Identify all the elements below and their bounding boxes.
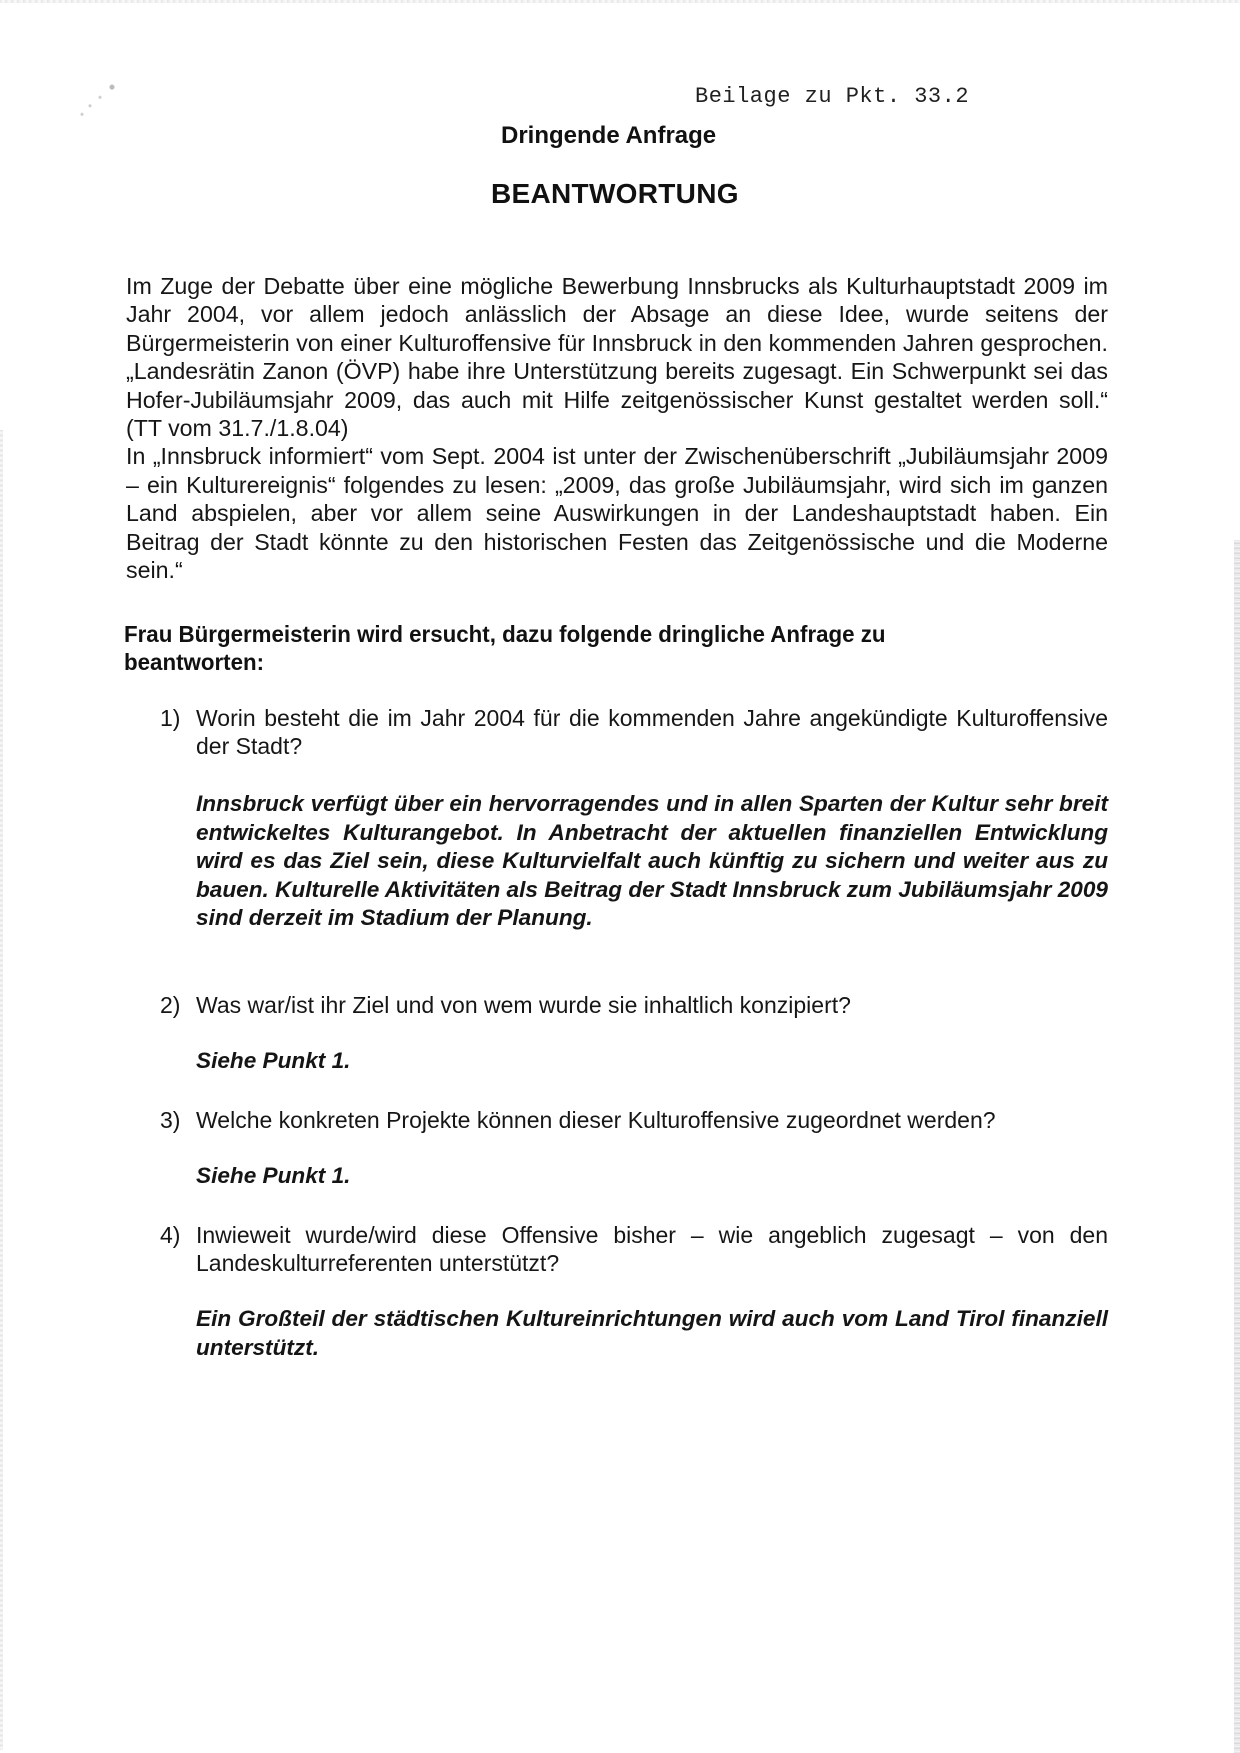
- answer-2: Siehe Punkt 1.: [196, 1048, 351, 1073]
- answer-4: Ein Großteil der städtischen Kultureinrichtungen wird auch vom Land Tirol finanziell unterstützt.: [196, 1306, 1108, 1360]
- scan-edge-top: [0, 0, 1240, 3]
- intro-paragraph-1: Im Zuge der Debatte über eine mögliche Bewerbung Innsbrucks als Kulturhauptstadt 2009 im Jahr 2004, vor allem jedoch anlässlich der Absage an diese Idee, wurde seitens der Bürgermeisterin von einer Kulturoffensive für Innsbruck in den kommenden Jahren gesprochen. „Landesrätin Zanon (ÖVP) habe ihre Unterstützung bereits zugesagt. Ein Schwerpunkt sei das Hofer-Jubiläumsjahr 2009, das auch mit Hilfe zeitgenössischer Kunst gestaltet werden soll.“ (TT vom 31.7./1.8.04): [126, 273, 1108, 442]
- question-number: 4): [160, 1222, 181, 1248]
- intro-paragraph-2: In „Innsbruck informiert“ vom Sept. 2004 ist unter der Zwischenüberschrift „Jubiläumsjahr 2009 – ein Kulturereignis“ folgendes zu lesen: „2009, das große Jubiläumsjahr, wird sich im ganzen Land abspielen, aber vor allem seine Auswirkungen in der Landeshauptstadt haben. Ein Beitrag der Stadt könnte zu den historischen Festen das Zeitgenössische und die Moderne sein.“: [126, 443, 1108, 584]
- answer-1: Innsbruck verfügt über ein hervorragendes und in allen Sparten der Kultur sehr breit entwickeltes Kulturangebot. In Anbetracht der aktuellen finanziellen Entwicklung wird es das Ziel sein, diese Kulturvielfalt auch künftig zu sichern und weiter aus zu bauen. Kulturelle Aktivitäten als Beitrag der Stadt Innsbruck zum Jubiläumsjahr 2009 sind derzeit im Stadium der Planung.: [196, 791, 1108, 930]
- intro-section: [126, 272, 1108, 584]
- question-1: [160, 704, 1108, 760]
- scan-edge-right: [1234, 540, 1240, 1753]
- question-2: [160, 991, 1108, 1019]
- question-number: 3): [160, 1107, 181, 1133]
- document-subtitle: Dringende Anfrage: [501, 122, 717, 149]
- answer-3: Siehe Punkt 1.: [196, 1163, 351, 1188]
- qa-item-3: [160, 1106, 1108, 1191]
- question-text: Was war/ist ihr Ziel und von wem wurde sie inhaltlich konzipiert?: [196, 992, 851, 1018]
- request-heading: Frau Bürgermeisterin wird ersucht, dazu folgende dringliche Anfrage zu beantworten:: [124, 621, 886, 675]
- qa-item-2: [160, 991, 1108, 1076]
- question-text: Welche konkreten Projekte können dieser Kulturoffensive zugeordnet werden?: [196, 1107, 996, 1133]
- question-number: 2): [160, 992, 181, 1018]
- scan-edge-left: [0, 430, 3, 1750]
- document-title: BEANTWORTUNG: [491, 178, 739, 209]
- question-4: [160, 1221, 1108, 1277]
- question-number: 1): [160, 705, 181, 731]
- reference-label: Beilage zu Pkt. 33.2: [695, 84, 970, 109]
- qa-item-4: [160, 1221, 1108, 1362]
- question-text: Inwieweit wurde/wird diese Offensive bisher – wie angeblich zugesagt – von den Landeskulturreferenten unterstützt?: [196, 1222, 1108, 1276]
- question-text: Worin besteht die im Jahr 2004 für die kommenden Jahre angekündigte Kulturoffensive der Stadt?: [196, 705, 1108, 759]
- qa-item-1: [160, 704, 1108, 933]
- scan-speck-mark: [78, 82, 118, 116]
- question-3: [160, 1106, 1108, 1134]
